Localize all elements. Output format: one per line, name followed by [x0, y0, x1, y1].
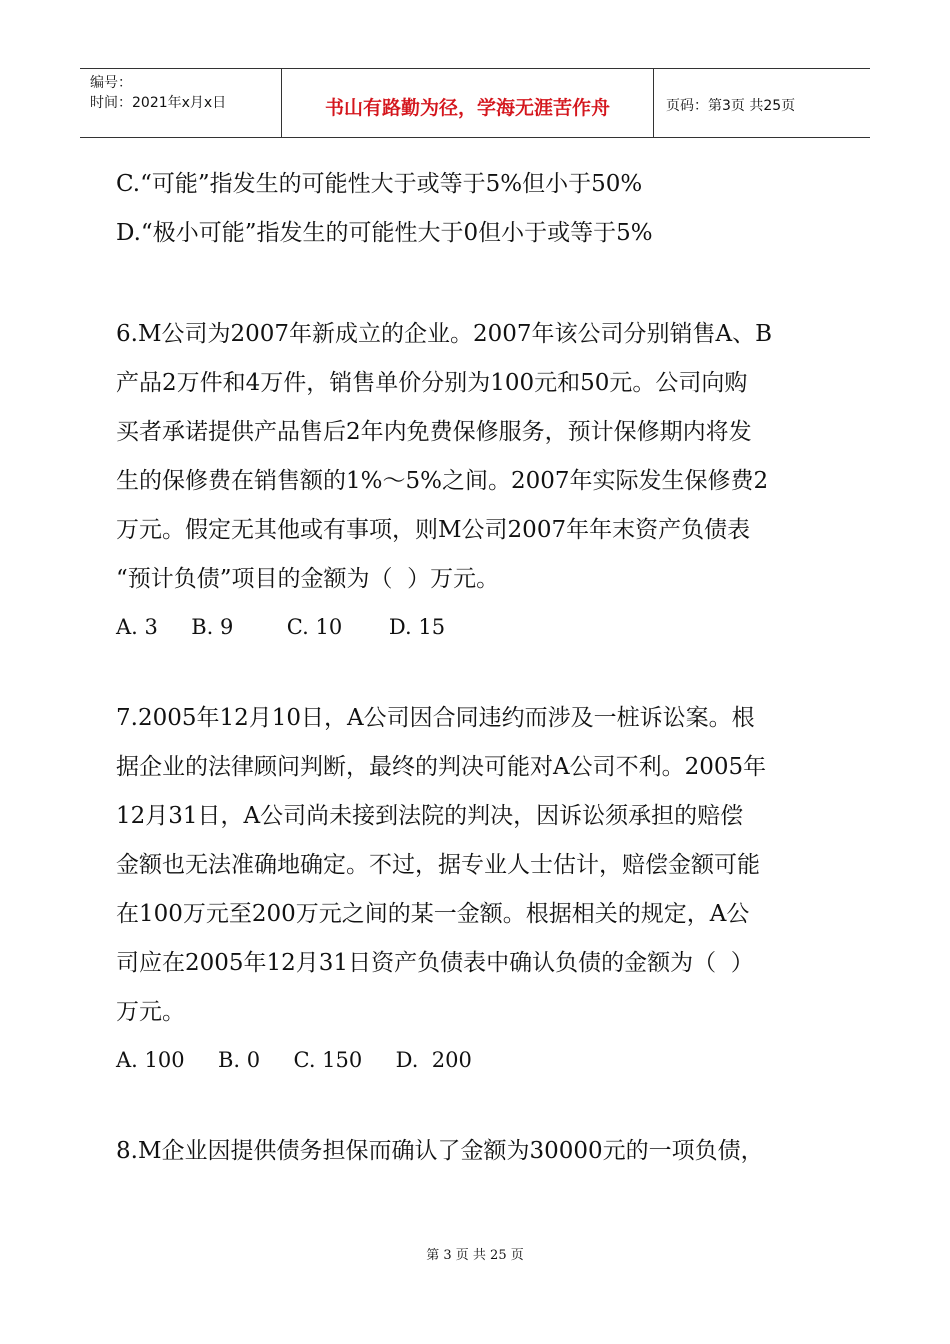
- question-text-line: 金额也无法准确地确定。不过，据专业人士估计，赔偿金额可能: [116, 852, 760, 878]
- question-text-line: 在100万元至200万元之间的某一金额。根据相关的规定，A公: [116, 901, 750, 927]
- page-footer: 第 3 页 共 25 页: [426, 1248, 524, 1263]
- question-text-line: 7.2005年12月10日，A公司因合同违约而涉及一桩诉讼案。根: [116, 705, 755, 731]
- question-text-line: 万元。假定无其他或有事项，则M公司2007年年末资产负债表: [116, 517, 751, 543]
- option-line: D.“极小可能”指发生的可能性大于0但小于或等于5%: [116, 220, 653, 246]
- question-text-line: 买者承诺提供产品售后2年内免费保修服务，预计保修期内将发: [116, 419, 752, 445]
- question-text-line: 8.M企业因提供债务担保而确认了金额为30000元的一项负债，: [116, 1138, 764, 1164]
- question-6: [116, 310, 836, 650]
- header-page-info: 页码：第3页 共25页: [666, 98, 796, 114]
- header-motto: 书山有路勤为径，学海无涯苦作舟: [282, 69, 654, 137]
- question-8: [116, 1127, 836, 1176]
- question-text-line: 6.M公司为2007年新成立的企业。2007年该公司分别销售A、B: [116, 321, 773, 347]
- question-text-line: “预计负债”项目的金额为（ ）万元。: [116, 566, 500, 592]
- document-body: [116, 160, 836, 1176]
- question-text-line: 万元。: [116, 999, 185, 1025]
- question-text-line: 据企业的法律顾问判断，最终的判决可能对A公司不利。2005年: [116, 754, 767, 780]
- page-header: [80, 68, 870, 138]
- question-text-line: 司应在2005年12月31日资产负债表中确认负债的金额为（ ）: [116, 950, 754, 976]
- question-7: [116, 694, 836, 1083]
- question-text-line: 产品2万件和4万件，销售单价分别为100元和50元。公司向购: [116, 370, 748, 396]
- option-line: C.“可能”指发生的可能性大于或等于5%但小于50%: [116, 171, 643, 197]
- time-label: 时间：2021年x月x日: [90, 95, 227, 111]
- question-text-line: 生的保修费在销售额的1%～5%之间。2007年实际发生保修费2: [116, 468, 769, 494]
- answer-options: A. 3 B. 9 C. 10 D. 15: [116, 615, 446, 639]
- question-text-line: 12月31日，A公司尚未接到法院的判决，因诉讼须承担的赔偿: [116, 803, 744, 829]
- answer-options: A. 100 B. 0 C. 150 D. 200: [116, 1048, 472, 1072]
- number-label: 编号：: [90, 75, 132, 91]
- header-meta: [80, 69, 282, 137]
